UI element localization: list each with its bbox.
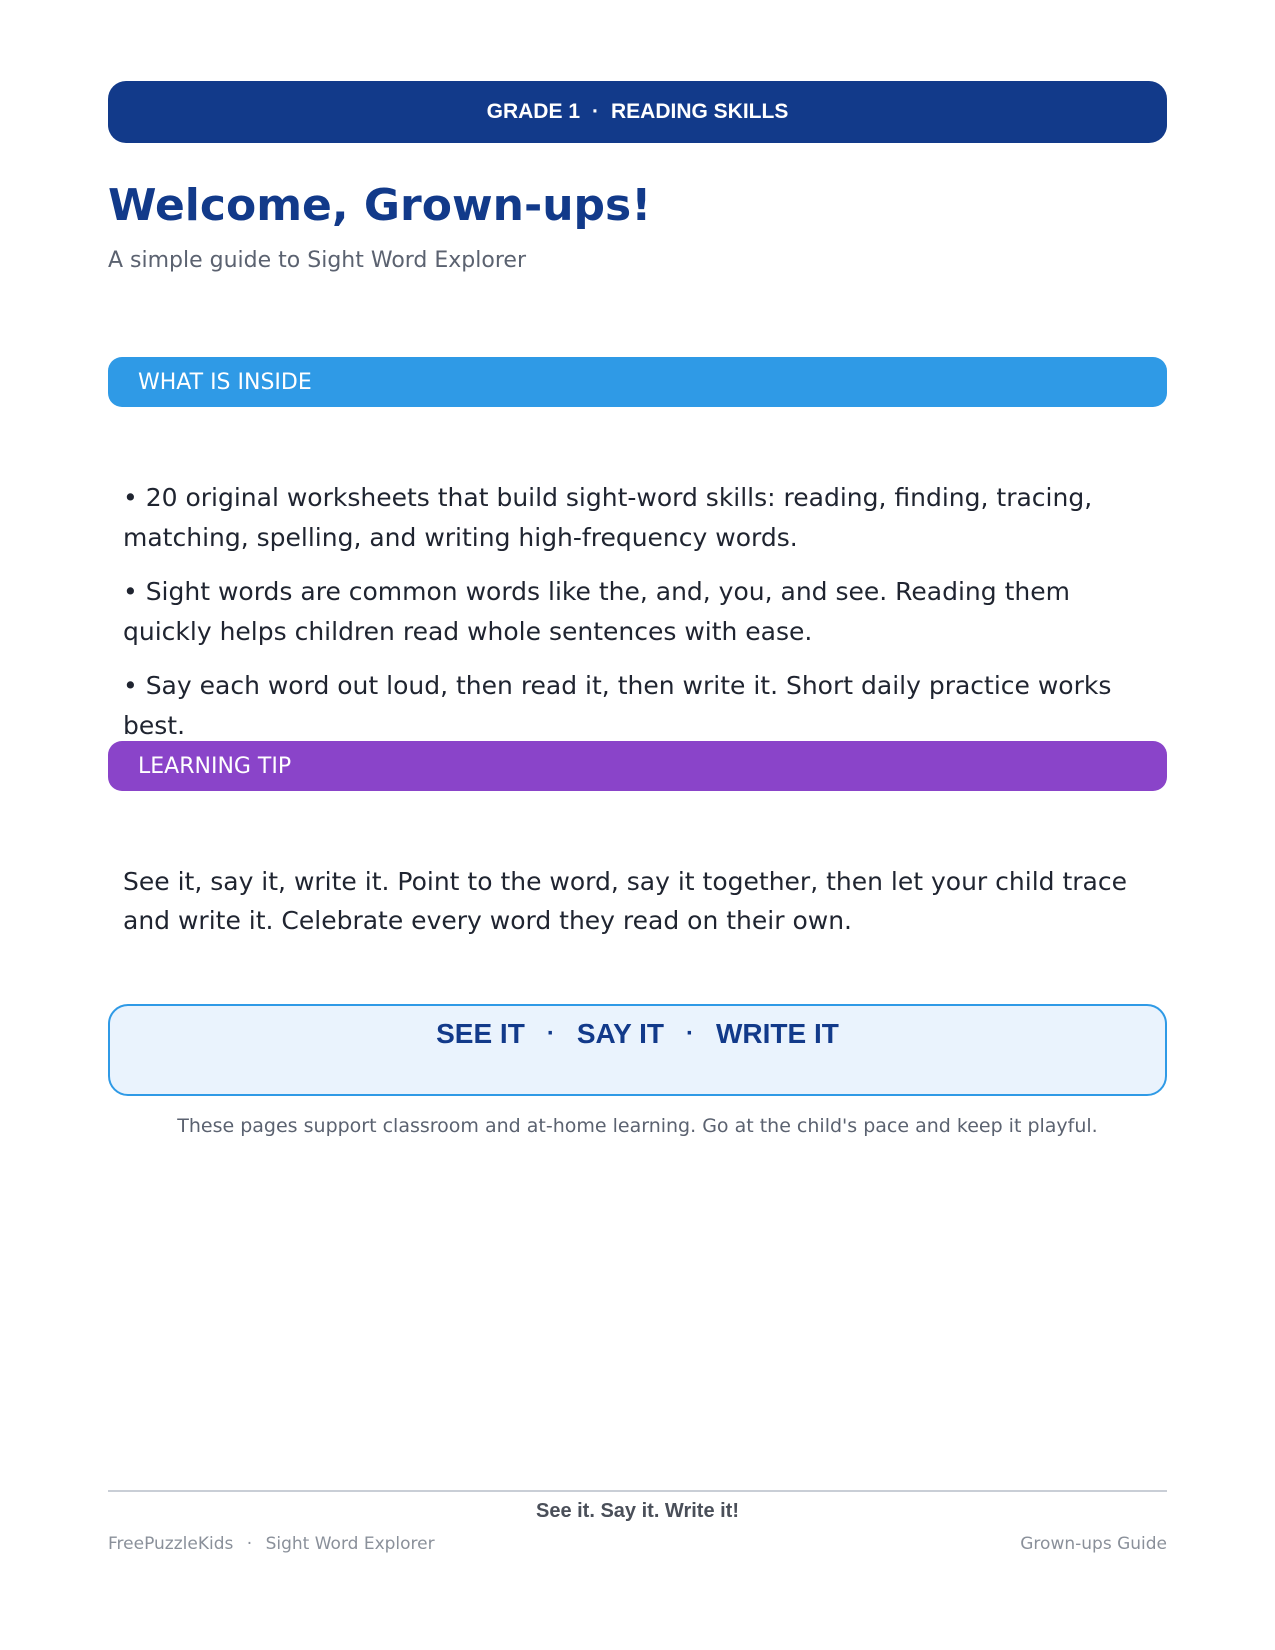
section-heading-label: WHAT IS INSIDE [138, 369, 312, 395]
footer-brand [108, 1534, 435, 1554]
grade-banner [108, 81, 1167, 143]
section-header-what-is-inside [108, 357, 1167, 407]
subject-label: READING SKILLS [611, 100, 789, 123]
list-item: • 20 original worksheets that build sight-word skills: reading, finding, tracing, matching, spelling, and writing high-frequency words. [123, 483, 1093, 552]
list-item: • Say each word out loud, then read it, then write it. Short daily practice works best. [123, 671, 1112, 740]
learning-tip-text: See it, say it, write it. Point to the word, say it together, then let your child trace and write it. Celebrate every word they read on their own. [123, 867, 1127, 935]
motto-row [110, 1018, 1165, 1050]
grade-label: GRADE 1 [486, 100, 580, 123]
list-item: • Sight words are common words like the, and, you, and see. Reading them quickly helps children read whole sentences with ease. [123, 577, 1070, 646]
support-note: These pages support classroom and at-home learning. Go at the child's pace and keep it playful. [177, 1115, 1098, 1137]
motto-box [108, 1004, 1167, 1096]
footer-brand-name: FreePuzzleKids [108, 1534, 234, 1554]
motto-step-see: SEE IT [436, 1018, 525, 1049]
motto-step-write: WRITE IT [716, 1018, 839, 1049]
motto-separator: · [546, 1020, 555, 1047]
footer-product-name: Sight Word Explorer [265, 1534, 435, 1554]
section-heading-label: LEARNING TIP [138, 753, 292, 779]
footer-divider [108, 1490, 1167, 1492]
motto-step-say: SAY IT [576, 1018, 664, 1049]
page-subtitle: A simple guide to Sight Word Explorer [108, 248, 526, 273]
footer-tagline: See it. Say it. Write it! [535, 1500, 740, 1522]
footer-guide-name: Grown-ups Guide [1020, 1534, 1167, 1554]
grade-separator: · [592, 100, 599, 123]
footer-separator: · [246, 1534, 253, 1554]
section-header-learning-tip [108, 741, 1167, 791]
what-is-inside-list [123, 478, 1163, 760]
motto-separator: · [686, 1020, 694, 1047]
page-title: Welcome, Grown-ups! [108, 180, 652, 231]
